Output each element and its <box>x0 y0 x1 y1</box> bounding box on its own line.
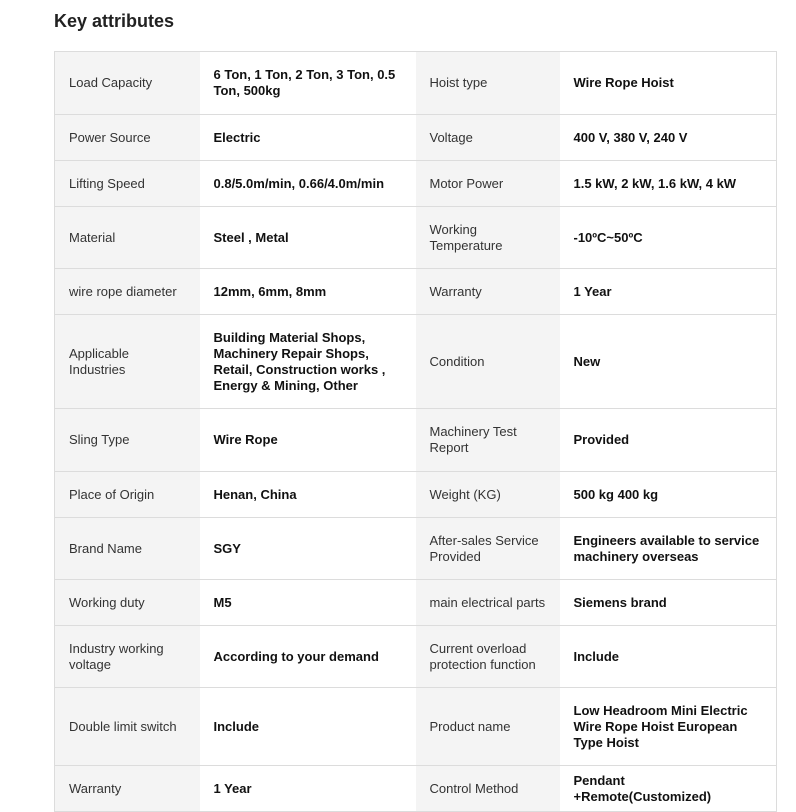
attribute-row <box>55 315 777 409</box>
attribute-value: Include <box>200 688 416 766</box>
attribute-value: 400 V, 380 V, 240 V <box>560 115 777 161</box>
attribute-value: Electric <box>200 115 416 161</box>
attribute-label: wire rope diameter <box>55 269 200 315</box>
attribute-value: Pendant +Remote(Customized) <box>560 766 777 812</box>
attribute-label: Place of Origin <box>55 472 200 518</box>
attribute-label: After-sales Service Provided <box>416 518 560 580</box>
attribute-value: 1.5 kW, 2 kW, 1.6 kW, 4 kW <box>560 161 777 207</box>
attribute-row <box>55 161 777 207</box>
attribute-row <box>55 766 777 812</box>
attribute-value: SGY <box>200 518 416 580</box>
attribute-label: Warranty <box>416 269 560 315</box>
attribute-row <box>55 269 777 315</box>
attribute-label: Load Capacity <box>55 52 200 115</box>
attribute-label: Current overload protection function <box>416 626 560 688</box>
attribute-label: Industry working voltage <box>55 626 200 688</box>
attribute-label: Working duty <box>55 580 200 626</box>
attribute-value: 6 Ton, 1 Ton, 2 Ton, 3 Ton, 0.5 Ton, 500kg <box>200 52 416 115</box>
attribute-value: New <box>560 315 777 409</box>
attribute-row <box>55 115 777 161</box>
attribute-row <box>55 52 777 115</box>
attribute-row <box>55 626 777 688</box>
attribute-label: Voltage <box>416 115 560 161</box>
attribute-value: 0.8/5.0m/min, 0.66/4.0m/min <box>200 161 416 207</box>
attribute-value: 1 Year <box>200 766 416 812</box>
attribute-row <box>55 472 777 518</box>
attribute-row <box>55 518 777 580</box>
attribute-value: Wire Rope <box>200 409 416 472</box>
attribute-label: Sling Type <box>55 409 200 472</box>
attribute-label: Material <box>55 207 200 269</box>
attribute-value: -10ºC~50ºC <box>560 207 777 269</box>
attribute-label: Applicable Industries <box>55 315 200 409</box>
attribute-label: Condition <box>416 315 560 409</box>
attribute-label: Working Temperature <box>416 207 560 269</box>
attribute-value: M5 <box>200 580 416 626</box>
attribute-label: Machinery Test Report <box>416 409 560 472</box>
attribute-label: Brand Name <box>55 518 200 580</box>
attribute-row <box>55 688 777 766</box>
attribute-value: Include <box>560 626 777 688</box>
attribute-value: 500 kg 400 kg <box>560 472 777 518</box>
attribute-value: Siemens brand <box>560 580 777 626</box>
attribute-label: Power Source <box>55 115 200 161</box>
attribute-label: main electrical parts <box>416 580 560 626</box>
attribute-row <box>55 580 777 626</box>
attribute-value: 12mm, 6mm, 8mm <box>200 269 416 315</box>
attribute-value: According to your demand <box>200 626 416 688</box>
attribute-value: Steel , Metal <box>200 207 416 269</box>
attribute-label: Hoist type <box>416 52 560 115</box>
attribute-value: Wire Rope Hoist <box>560 52 777 115</box>
attribute-label: Weight (KG) <box>416 472 560 518</box>
attribute-row <box>55 207 777 269</box>
attribute-label: Warranty <box>55 766 200 812</box>
attribute-label: Product name <box>416 688 560 766</box>
attribute-value: Building Material Shops, Machinery Repair Shops, Retail, Construction works , Energy & Mining, Other <box>200 315 416 409</box>
attribute-label: Lifting Speed <box>55 161 200 207</box>
attribute-value: Low Headroom Mini Electric Wire Rope Hoist European Type Hoist <box>560 688 777 766</box>
key-attributes-table <box>54 51 777 812</box>
attribute-value: Provided <box>560 409 777 472</box>
attribute-label: Double limit switch <box>55 688 200 766</box>
attribute-row <box>55 409 777 472</box>
attribute-value: Henan, China <box>200 472 416 518</box>
attribute-value: 1 Year <box>560 269 777 315</box>
attribute-label: Control Method <box>416 766 560 812</box>
attribute-label: Motor Power <box>416 161 560 207</box>
section-title: Key attributes <box>54 11 175 31</box>
attribute-value: Engineers available to service machinery overseas <box>560 518 777 580</box>
